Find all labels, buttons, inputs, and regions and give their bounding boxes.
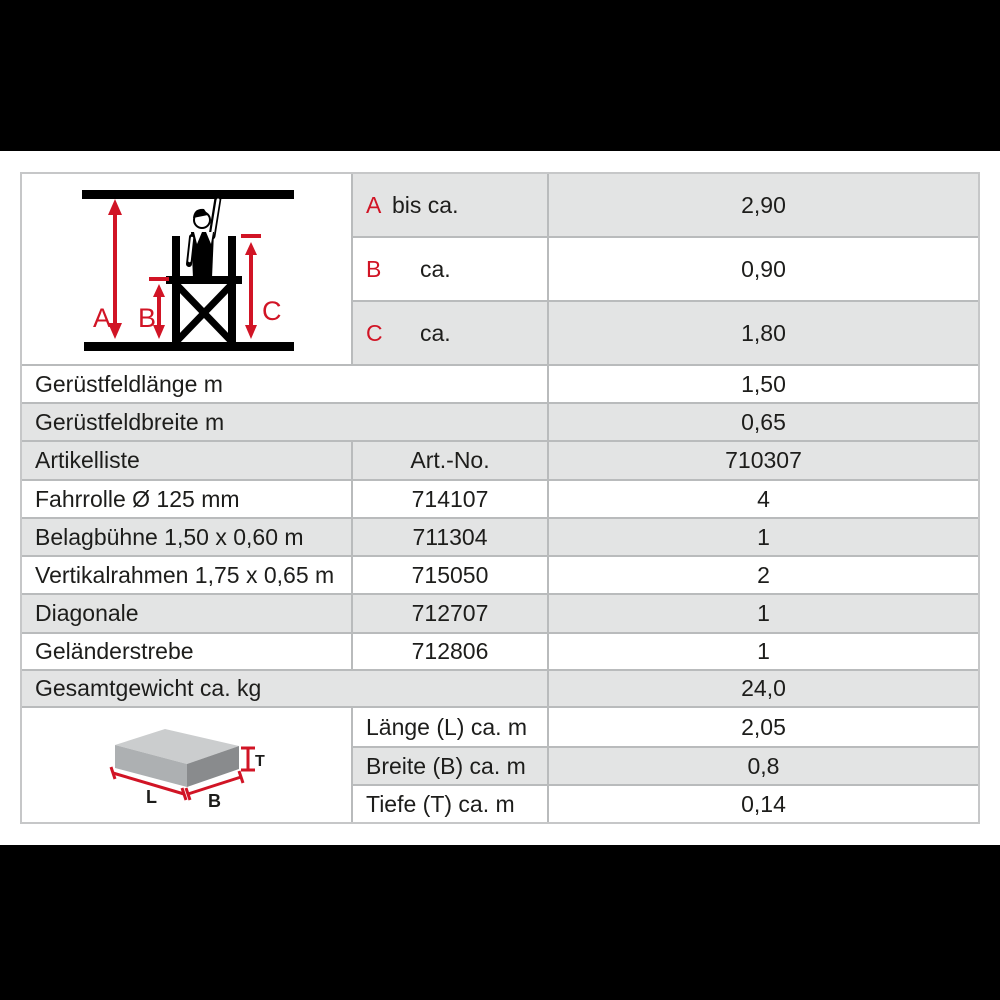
height-a-text: bis ca. bbox=[392, 191, 459, 218]
breite-value: 0,8 bbox=[549, 748, 978, 784]
article-name: Fahrrolle Ø 125 mm bbox=[22, 481, 351, 517]
height-c-value: 1,80 bbox=[549, 302, 978, 364]
height-b-value: 0,90 bbox=[549, 238, 978, 300]
article-name: Geländerstrebe bbox=[22, 634, 351, 669]
scaffold-illustration bbox=[22, 174, 351, 364]
height-b-text: ca. bbox=[420, 255, 451, 282]
pack-size-illustration bbox=[22, 708, 351, 822]
ceiling-bar bbox=[82, 190, 294, 199]
scaffold-label-c: C bbox=[262, 296, 282, 326]
breite-label: Breite (B) ca. m bbox=[353, 748, 547, 784]
article-qty: 2 bbox=[549, 557, 978, 593]
gesamtgewicht-value: 24,0 bbox=[549, 671, 978, 706]
geruestfeldlaenge-value: 1,50 bbox=[549, 366, 978, 402]
geruestfeldbreite-label: Gerüstfeldbreite m bbox=[22, 404, 547, 440]
pack-box-diagram-icon bbox=[22, 708, 351, 822]
artikelliste-header: Artikelliste bbox=[22, 442, 351, 479]
height-c-letter: C bbox=[366, 319, 383, 346]
floor-bar bbox=[84, 342, 294, 351]
laenge-label: Länge (L) ca. m bbox=[353, 708, 547, 746]
scaffold-diagram-icon bbox=[22, 174, 351, 364]
height-c-text: ca. bbox=[420, 319, 451, 346]
article-artno: 715050 bbox=[353, 557, 547, 593]
scaffold-label-b: B bbox=[138, 303, 157, 333]
content-area bbox=[0, 151, 1000, 845]
height-a-label bbox=[353, 174, 547, 236]
article-artno: 711304 bbox=[353, 519, 547, 555]
article-artno: 712806 bbox=[353, 634, 547, 669]
height-c-label bbox=[353, 302, 547, 364]
article-name: Vertikalrahmen 1,75 x 0,65 m bbox=[22, 557, 351, 593]
geruestfeldbreite-value: 0,65 bbox=[549, 404, 978, 440]
worker-figure bbox=[189, 198, 218, 278]
height-b-letter: B bbox=[366, 255, 382, 282]
spec-table bbox=[20, 172, 980, 824]
article-name: Diagonale bbox=[22, 595, 351, 632]
article-qty: 4 bbox=[549, 481, 978, 517]
article-artno: 714107 bbox=[353, 481, 547, 517]
tiefe-value: 0,14 bbox=[549, 786, 978, 822]
article-name: Belagbühne 1,50 x 0,60 m bbox=[22, 519, 351, 555]
article-artno: 712707 bbox=[353, 595, 547, 632]
geruestfeldlaenge-label: Gerüstfeldlänge m bbox=[22, 366, 547, 402]
article-qty: 1 bbox=[549, 519, 978, 555]
dimension-arrow-c bbox=[241, 236, 261, 339]
pack-label-t: T bbox=[255, 753, 265, 770]
artno-header: Art.-No. bbox=[353, 442, 547, 479]
height-b-label bbox=[353, 238, 547, 300]
gesamtgewicht-label: Gesamtgewicht ca. kg bbox=[22, 671, 547, 706]
tiefe-label: Tiefe (T) ca. m bbox=[353, 786, 547, 822]
laenge-value: 2,05 bbox=[549, 708, 978, 746]
article-qty: 1 bbox=[549, 595, 978, 632]
pack-label-b: B bbox=[208, 791, 221, 811]
scaffold-label-a: A bbox=[93, 303, 112, 333]
pack-label-l: L bbox=[146, 787, 157, 807]
height-a-letter: A bbox=[366, 191, 382, 218]
set-artno-value: 710307 bbox=[549, 442, 978, 479]
article-qty: 1 bbox=[549, 634, 978, 669]
height-a-value: 2,90 bbox=[549, 174, 978, 236]
